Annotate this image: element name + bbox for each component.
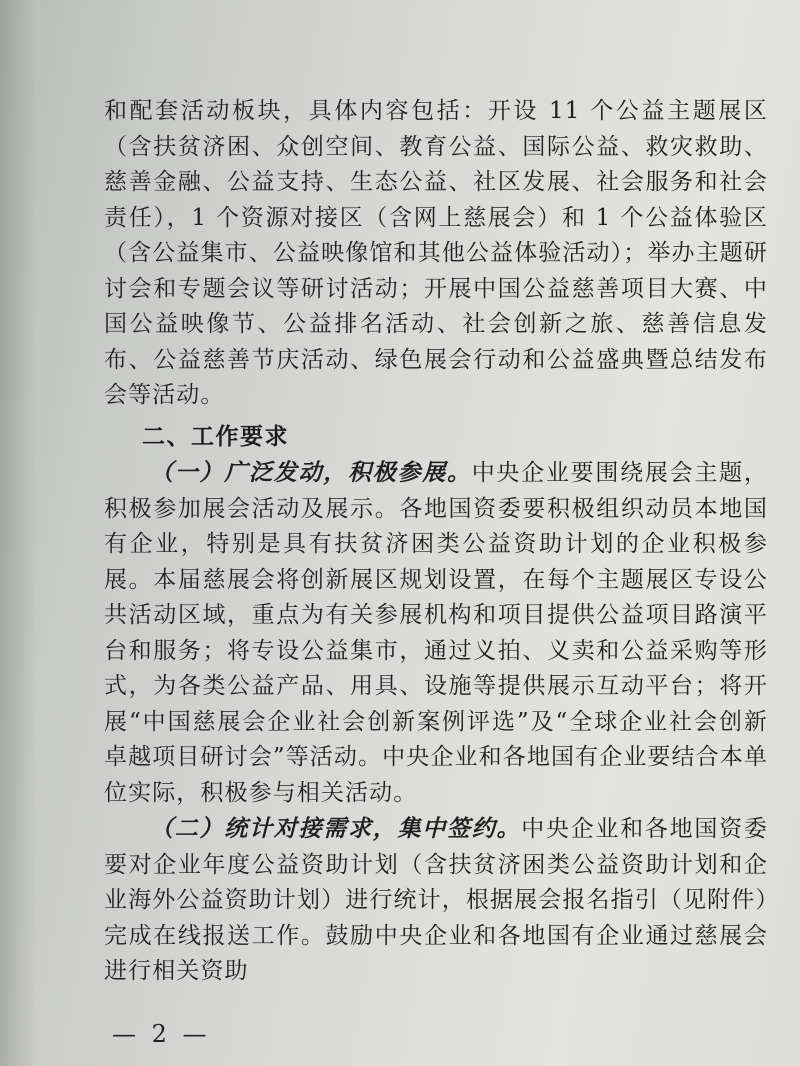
paragraph-body: 中央企业和各地国资委要对企业年度公益资助计划（含扶贫济困类公益资助计划和企业海外公益资助计划）进行统计，根据展会报名指引（见附件）完成在线报送工作。鼓励中央企业和各地国有企业通过慈展会进行相关资助: [104, 816, 768, 984]
intro-paragraph: 和配套活动板块，具体内容包括：开设 11 个公益主题展区（含扶贫济困、众创空间、教育公益、国际公益、救灾救助、慈善金融、公益支持、生态公益、社区发展、社会服务和社会责任），1 个资源对接区（含网上慈展会）和 1 个公益体验区（含公益集市、公益映像馆和其他公益体验活动）；举办主题研讨会和专题会议等研讨活动；开展中国公益慈善项目大赛、中国公益映像节、公益排名活动、社会创新之旅、慈善信息发布、公益慈善节庆活动、绿色展会行动和公益盛典暨总结发布会等活动。: [104, 98, 768, 408]
section-heading: 二、工作要求: [142, 423, 289, 450]
paragraph-broad-mobilization: [104, 455, 768, 811]
paragraph-body: 中央企业要围绕展会主题，积极参加展会活动及展示。各地国资委要积极组织动员本地国有企业，特别是具有扶贫济困类公益资助计划的企业积极参展。本届慈展会将创新展区规划设置，在每个主题展区专设公共活动区域，重点为有关参展机构和项目提供公益项目路演平台和服务；将专设公益集市，通过义拍、义卖和公益采购等形式，为各类公益产品、用具、设施等提供展示互动平台；将开展“中国慈展会企业社会创新案例评选”及“全球企业社会创新卓越项目研讨会”等活动。中央企业和各地国有企业要结合本单位实际，积极参与相关活动。: [104, 460, 768, 806]
document-body: [104, 94, 768, 990]
paragraph-statistics-signing: [104, 811, 768, 990]
paper-edge-shadow: [0, 0, 36, 1066]
paragraph-heading: （二）统计对接需求，集中签约。: [150, 815, 522, 842]
paragraph-heading: （一）广泛发动，积极参展。: [150, 459, 472, 486]
page-number: — 2 —: [112, 1020, 211, 1048]
